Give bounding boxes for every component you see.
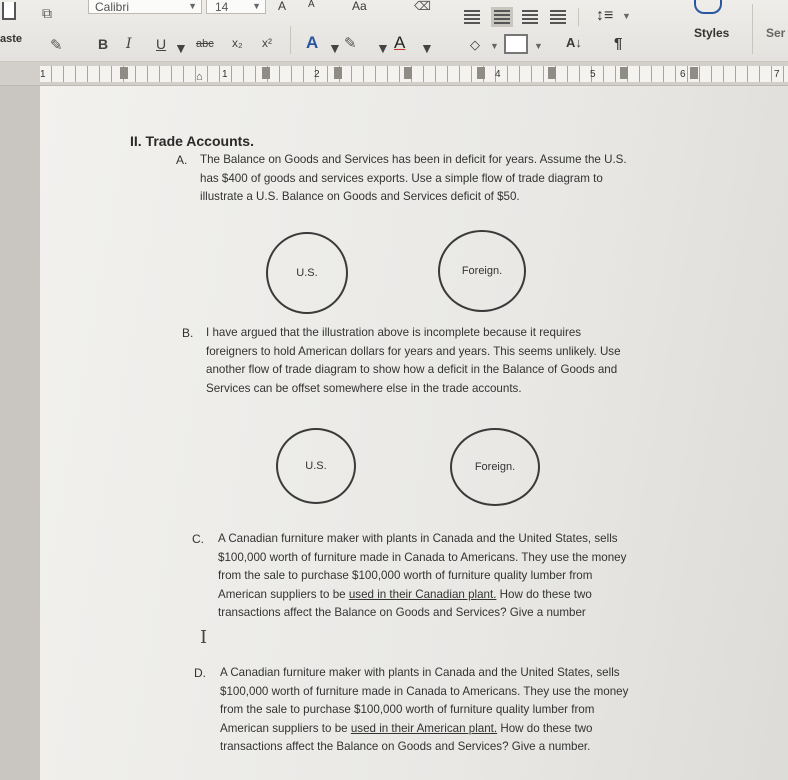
copy-icon[interactable]: ⧉: [42, 5, 52, 21]
ruler-marker[interactable]: [262, 67, 270, 79]
show-formatting-button[interactable]: ¶: [614, 35, 623, 52]
sort-button[interactable]: A↓: [566, 35, 582, 50]
divider: [752, 4, 753, 54]
item-letter-c: C.: [192, 532, 204, 546]
text-line: [218, 586, 626, 605]
ruler-track: [40, 66, 788, 82]
font-name-select[interactable]: [88, 0, 202, 14]
align-left-icon[interactable]: [464, 10, 480, 24]
text-run: How do these two: [497, 721, 593, 735]
item-a-text[interactable]: [200, 151, 627, 207]
section-heading: II. Trade Accounts.: [130, 133, 254, 149]
borders-icon[interactable]: [504, 34, 528, 54]
indent-marker-icon[interactable]: ⌂: [196, 71, 203, 83]
ribbon-toolbar: [0, 0, 788, 62]
document-margin: [0, 86, 40, 780]
text-line: $100,000 worth of furniture made in Canada to Americans. They use the money: [218, 550, 627, 564]
shrink-font-button[interactable]: A: [308, 0, 315, 10]
highlight-pen-icon[interactable]: ✎: [344, 35, 357, 52]
shading-icon[interactable]: ◇: [470, 37, 480, 52]
bold-button[interactable]: B: [98, 36, 109, 52]
chevron-down-icon[interactable]: ▼: [490, 41, 499, 51]
strikethrough-button[interactable]: abc: [196, 38, 214, 50]
grow-font-button[interactable]: A: [278, 0, 287, 13]
horizontal-ruler[interactable]: [0, 62, 788, 86]
text-line: I have argued that the illustration above is incomplete because it requires: [206, 326, 582, 339]
chevron-down-icon[interactable]: ▼: [622, 11, 631, 21]
ruler-marker[interactable]: [477, 67, 485, 79]
ruler-marker[interactable]: [548, 67, 556, 79]
chevron-down-icon: ▼: [188, 1, 197, 11]
ruler-marker[interactable]: [620, 67, 628, 79]
foreign-circle: [450, 428, 540, 506]
styles-label: Styles: [694, 26, 730, 40]
text-line: foreigners to hold American dollars for years and years. This seems unlikely. Use: [206, 344, 621, 358]
ruler-number: 7: [774, 69, 780, 80]
ruler-number: 1: [222, 69, 228, 80]
text-line: from the sale to purchase $100,000 worth of furniture quality lumber from: [218, 569, 593, 582]
ruler-number: 2: [314, 69, 320, 80]
circle-label: Foreign.: [461, 265, 503, 277]
text-line: transactions affect the Balance on Goods and Services? Give a number: [218, 606, 586, 619]
underlined-text: used in their Canadian plant.: [348, 587, 497, 601]
ruler-marker[interactable]: [690, 67, 698, 79]
chevron-down-icon[interactable]: ▼: [328, 40, 342, 56]
underlined-text: used in their American plant.: [350, 721, 498, 735]
circle-label: U.S.: [305, 460, 327, 472]
item-letter-d: D.: [194, 666, 206, 680]
chevron-down-icon[interactable]: ▼: [534, 41, 543, 51]
text-line: transactions affect the Balance on Goods and Services? Give a number.: [220, 740, 591, 753]
text-line: Services can be offset somewhere else in the trade accounts.: [206, 381, 522, 395]
text-line: another flow of trade diagram to show how a deficit in the Balance of Goods and: [206, 363, 618, 376]
paste-label: aste: [0, 33, 23, 45]
font-size-select[interactable]: [206, 0, 266, 14]
text-line: The Balance on Goods and Services has been in deficit for years. Assume the U.S.: [200, 153, 627, 166]
paste-button[interactable]: [0, 0, 40, 58]
line-spacing-icon[interactable]: ↕≡: [596, 7, 614, 24]
text-line: from the sale to purchase $100,000 worth of furniture quality lumber from: [220, 703, 595, 716]
ruler-marker[interactable]: [404, 67, 412, 79]
text-run: American suppliers to be: [220, 721, 351, 735]
circle-label: Foreign.: [474, 461, 516, 473]
styles-button[interactable]: [680, 0, 742, 58]
divider: [578, 8, 579, 26]
italic-button[interactable]: I: [126, 36, 132, 52]
text-run: American suppliers to be: [218, 587, 349, 601]
text-line: has $400 of goods and services exports. Use a simple flow of trade diagram to: [200, 171, 603, 185]
item-letter-a: A.: [176, 153, 188, 167]
format-painter-icon[interactable]: ✎: [50, 37, 63, 54]
text-line: [220, 720, 628, 739]
ruler-marker[interactable]: [334, 67, 342, 79]
align-center-icon[interactable]: [494, 10, 510, 24]
underline-button[interactable]: U: [156, 36, 167, 52]
item-c-text[interactable]: [218, 530, 626, 623]
item-letter-b: B.: [182, 326, 194, 340]
subscript-button[interactable]: x₂: [232, 36, 243, 50]
ruler-number: 6: [680, 69, 686, 80]
styles-icon: [694, 0, 722, 14]
chevron-down-icon[interactable]: ▼: [174, 40, 188, 56]
text-line: illustrate a U.S. Balance on Goods and Services deficit of $50.: [200, 190, 520, 203]
text-line: A Canadian furniture maker with plants in Canada and the United States, sells: [218, 532, 618, 545]
foreign-circle: [438, 230, 526, 312]
us-circle: [266, 232, 348, 314]
item-b-text[interactable]: [206, 324, 621, 398]
font-color-button[interactable]: A: [394, 33, 406, 52]
font-name-value: Calibri: [95, 0, 130, 14]
text-run: How do these two: [496, 587, 592, 601]
text-effects-button[interactable]: A: [306, 33, 319, 52]
chevron-down-icon[interactable]: ▼: [420, 40, 434, 56]
text-cursor-icon: I: [200, 627, 208, 648]
item-d-text[interactable]: [220, 664, 628, 757]
ruler-number: 4: [495, 69, 501, 80]
clear-formatting-icon[interactable]: ⌫: [414, 0, 431, 13]
circle-label: U.S.: [296, 267, 318, 279]
chevron-down-icon: ▼: [252, 1, 261, 11]
align-right-icon[interactable]: [522, 10, 538, 24]
divider: [290, 26, 291, 54]
justify-icon[interactable]: [550, 10, 566, 24]
font-size-value: 14: [215, 0, 229, 14]
change-case-button[interactable]: Aa: [352, 0, 367, 13]
us-circle: [276, 428, 356, 504]
superscript-button[interactable]: x²: [262, 36, 272, 50]
text-line: $100,000 worth of furniture made in Canada to Americans. They use the money: [220, 684, 629, 698]
clipboard-icon: [2, 2, 16, 20]
text-line: A Canadian furniture maker with plants in Canada and the United States, sells: [220, 666, 620, 679]
ruler-number: 1: [40, 69, 46, 80]
sensitivity-button[interactable]: Ser: [766, 26, 786, 40]
ruler-number: 5: [590, 69, 596, 80]
ruler-marker[interactable]: [120, 67, 128, 79]
chevron-down-icon[interactable]: ▼: [376, 40, 390, 56]
